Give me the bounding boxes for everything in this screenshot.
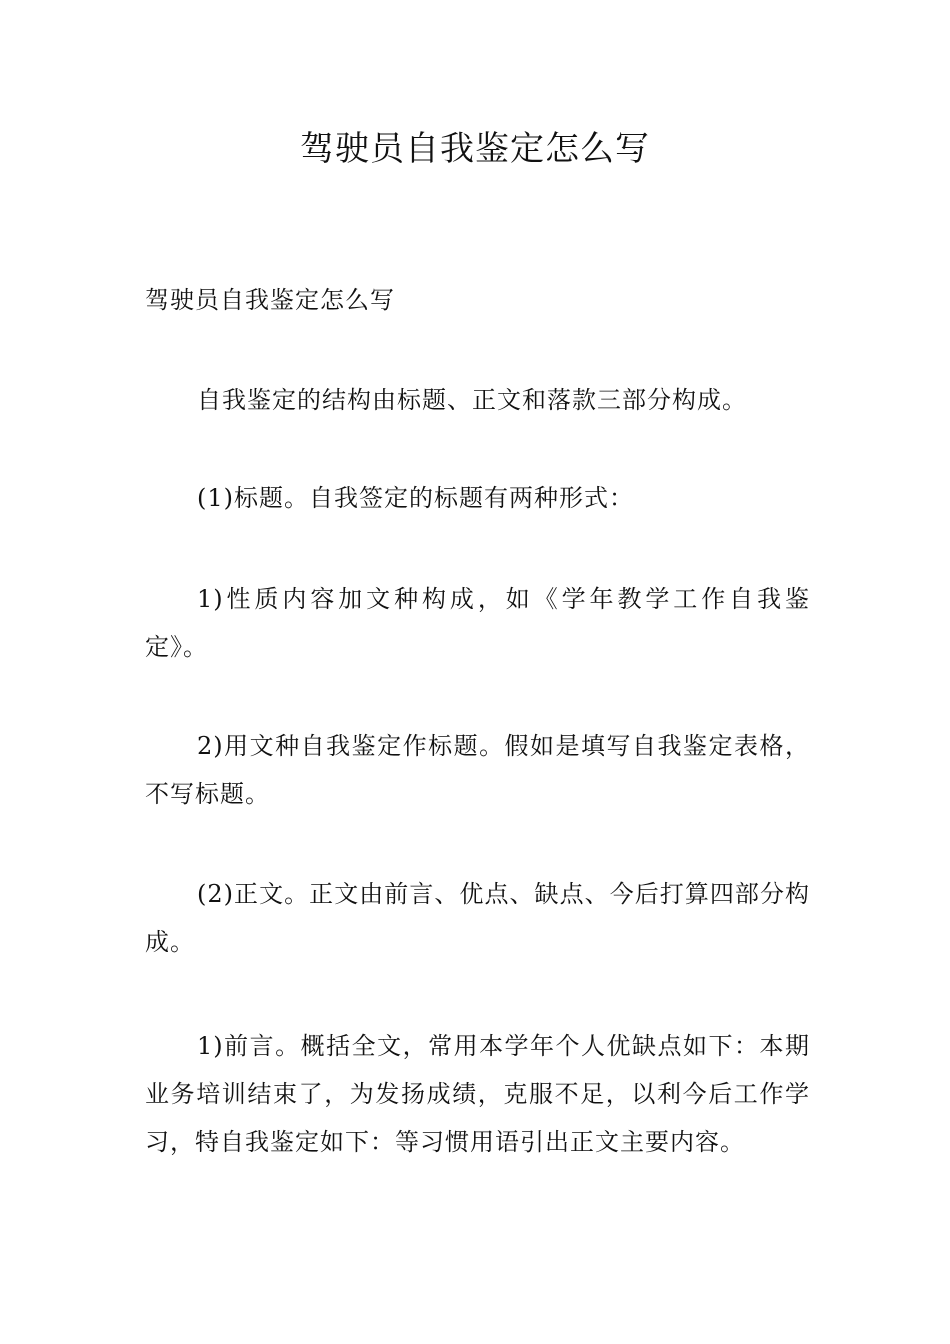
paragraph-title-forms: (1)标题。自我签定的标题有两种形式：	[197, 484, 634, 512]
document-title: 驾驶员自我鉴定怎么写	[300, 129, 650, 169]
paragraph-structure: 自我鉴定的结构由标题、正文和落款三部分构成。	[197, 386, 747, 414]
paragraph-title-form-1: 1)性质内容加文种构成，如《学年教学工作自我鉴定》。	[145, 585, 810, 661]
paragraph-preface: 1)前言。概括全文，常用本学年个人优缺点如下：本期业务培训结束了，为发扬成绩，克服不足，以利今后工作学习，特自我鉴定如下：等习惯用语引出正文主要内容。	[145, 1032, 810, 1156]
paragraph-subtitle: 驾驶员自我鉴定怎么写	[145, 286, 395, 314]
paragraph-title-form-2: 2)用文种自我鉴定作标题。假如是填写自我鉴定表格，不写标题。	[145, 732, 810, 808]
paragraph-body-structure: (2)正文。正文由前言、优点、缺点、今后打算四部分构成。	[145, 880, 810, 956]
